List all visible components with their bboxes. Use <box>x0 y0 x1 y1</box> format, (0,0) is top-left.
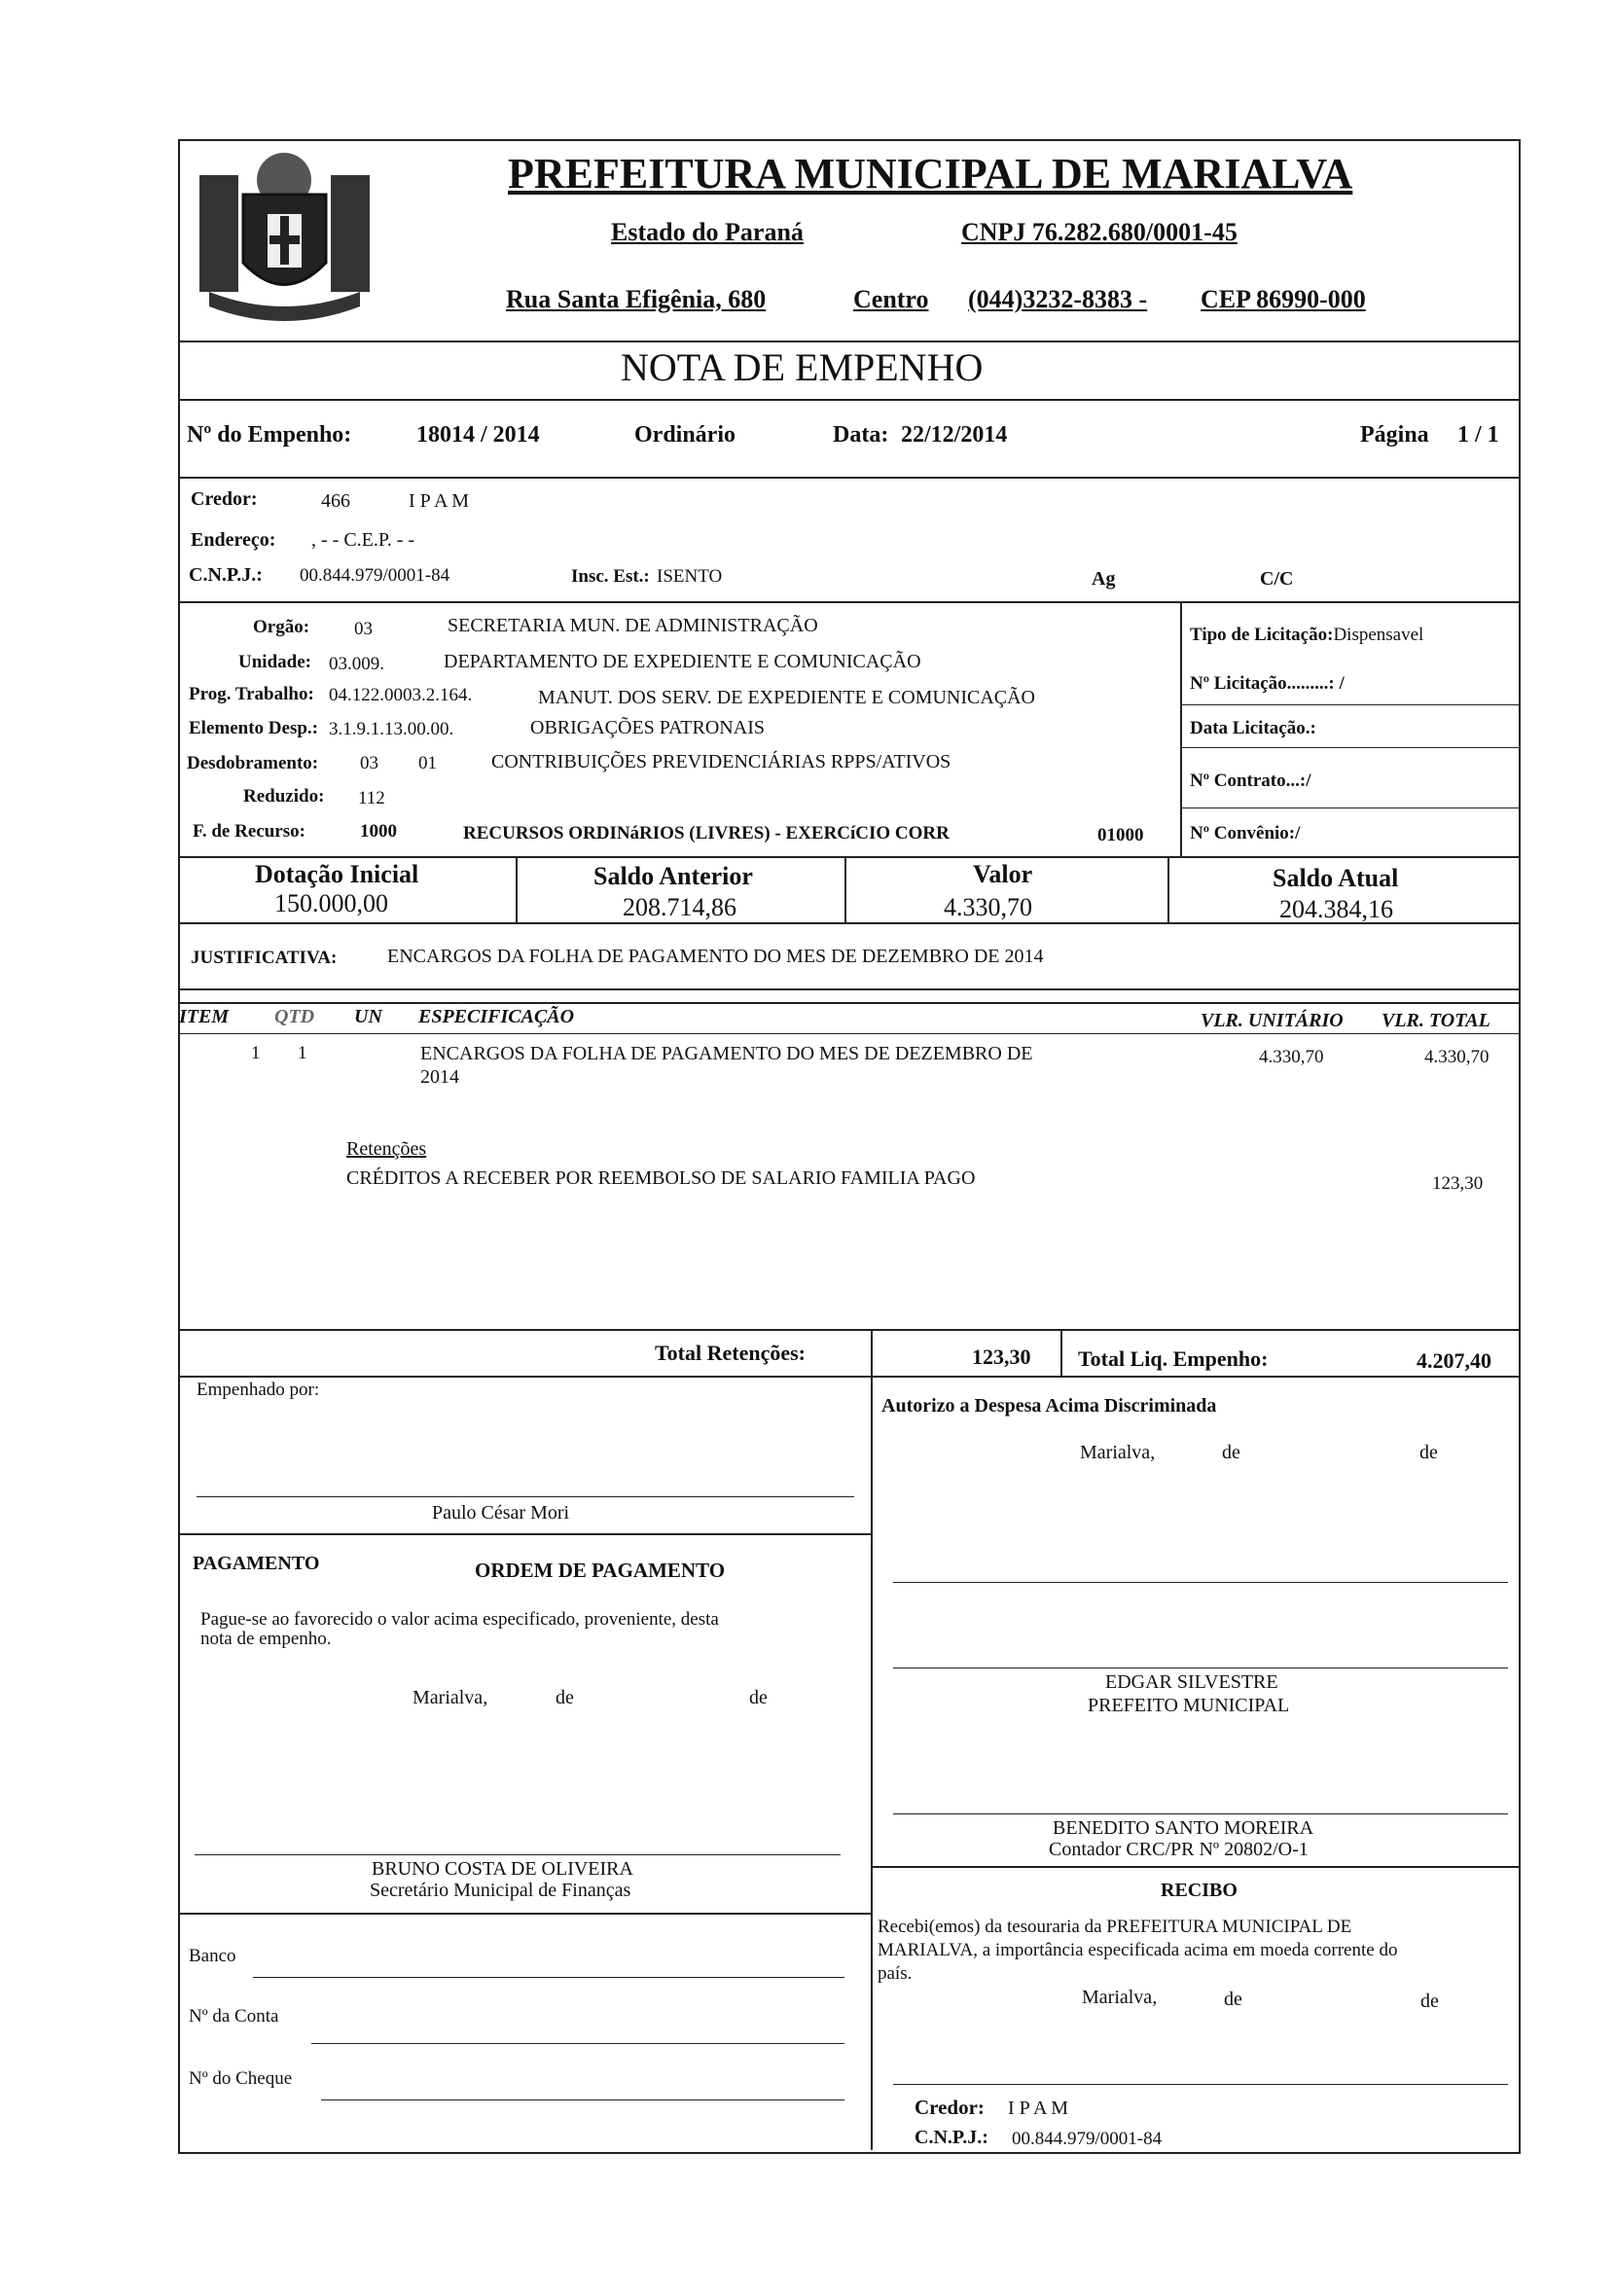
address-value: , - - C.E.P. - - <box>311 529 415 551</box>
autorizo-de-1: de <box>1222 1442 1240 1463</box>
pagamento-de-2: de <box>749 1687 768 1708</box>
dotacao-label: Dotação Inicial <box>255 860 419 888</box>
document-title: NOTA DE EMPENHO <box>621 345 984 389</box>
credor-code: 466 <box>321 490 350 512</box>
divider <box>516 856 518 922</box>
justificativa-text: ENCARGOS DA FOLHA DE PAGAMENTO DO MES DE DEZEMBRO DE 2014 <box>387 946 1044 967</box>
cheque-line <box>321 2099 844 2100</box>
signature-line <box>197 1496 854 1497</box>
fonte-recurso-label: F. de Recurso: <box>193 821 305 842</box>
autorizo-de-2: de <box>1419 1442 1438 1463</box>
prefeito-title: PREFEITO MUNICIPAL <box>1088 1695 1290 1716</box>
recibo-place: Marialva, <box>1082 1987 1158 2008</box>
page-value: 1 / 1 <box>1457 422 1499 448</box>
desdobramento-label: Desdobramento: <box>187 753 319 773</box>
total-liquido-value: 4.207,40 <box>1417 1348 1491 1373</box>
empenho-number-label: Nº do Empenho: <box>187 422 352 448</box>
saldo-atual-label: Saldo Atual <box>1273 864 1399 892</box>
col-qtd-header: QTD <box>274 1006 315 1027</box>
elemento-name: OBRIGAÇÕES PATRONAIS <box>530 717 765 738</box>
divider <box>871 1376 873 2150</box>
prog-trabalho-name: MANUT. DOS SERV. DE EXPEDIENTE E COMUNICAÇÃO <box>538 687 1035 708</box>
autorizo-label: Autorizo a Despesa Acima Discriminada <box>881 1395 1217 1417</box>
divider <box>178 1033 1519 1034</box>
divider <box>178 1329 1519 1331</box>
divider <box>871 1866 1519 1868</box>
pagamento-de-1: de <box>556 1687 574 1708</box>
desdobramento-code-2: 01 <box>418 753 437 773</box>
retencoes-title: Retenções <box>346 1138 427 1160</box>
elemento-code: 3.1.9.1.13.00.00. <box>329 719 454 739</box>
col-un-header: UN <box>354 1006 382 1027</box>
secretario-title: Secretário Municipal de Finanças <box>370 1880 631 1901</box>
divider <box>178 1002 1519 1004</box>
divider <box>178 477 1519 479</box>
divider <box>178 1376 1519 1378</box>
recibo-de-2: de <box>1420 1991 1439 2012</box>
divider <box>1180 807 1519 808</box>
col-item-header: ITEM <box>179 1006 230 1027</box>
prog-trabalho-label: Prog. Trabalho: <box>189 684 314 704</box>
page-label: Página <box>1360 422 1429 448</box>
pague-text-line-1: Pague-se ao favorecido o valor acima especificado, proveniente, desta <box>200 1609 719 1630</box>
elemento-label: Elemento Desp.: <box>189 718 318 738</box>
divider <box>844 856 846 922</box>
divider <box>1180 601 1182 858</box>
empenho-type: Ordinário <box>634 422 736 448</box>
unidade-name: DEPARTAMENTO DE EXPEDIENTE E COMUNICAÇÃO <box>444 651 921 672</box>
credor-name: I P A M <box>409 490 470 512</box>
divider <box>1180 747 1519 748</box>
valor-value: 4.330,70 <box>944 893 1032 921</box>
retencao-value: 123,30 <box>1432 1173 1484 1194</box>
pagamento-label: PAGAMENTO <box>193 1553 320 1574</box>
empenho-number: 18014 / 2014 <box>416 422 540 448</box>
tipo-licitacao-value: Dispensavel <box>1333 625 1424 645</box>
date-label: Data: <box>833 422 889 448</box>
desdobramento-name: CONTRIBUIÇÕES PREVIDENCIÁRIAS RPPS/ATIVOS <box>491 751 951 772</box>
col-total-value-header: VLR. TOTAL <box>1382 1010 1490 1031</box>
signature-line <box>893 2084 1508 2085</box>
cheque-label: Nº do Cheque <box>189 2068 293 2089</box>
divider <box>1180 704 1519 705</box>
divider <box>178 341 1519 342</box>
recibo-cnpj-value: 00.844.979/0001-84 <box>1012 2129 1163 2149</box>
divider <box>178 1533 873 1535</box>
divider <box>178 1913 873 1915</box>
divider <box>178 856 1519 858</box>
item-total-value: 4.330,70 <box>1424 1047 1489 1067</box>
divider <box>1167 856 1169 922</box>
unidade-label: Unidade: <box>238 652 311 672</box>
divider <box>178 601 1519 603</box>
fonte-recurso-name: RECURSOS ORDINáRIOS (LIVRES) - EXERCíCIO CORR <box>463 823 950 843</box>
empenhado-por-name: Paulo César Mori <box>432 1502 570 1524</box>
recibo-credor-value: I P A M <box>1008 2098 1069 2119</box>
street-label: Rua Santa Efigênia, 680 <box>506 285 767 313</box>
num-licitacao-label: Nº Licitação.........: / <box>1190 673 1345 694</box>
municipality-title: PREFEITURA MUNICIPAL DE MARIALVA <box>508 150 1353 197</box>
date-value: 22/12/2014 <box>901 422 1008 448</box>
divider <box>178 988 1519 990</box>
recibo-text-line-1: Recebi(emos) da tesouraria da PREFEITURA MUNICIPAL DE <box>878 1917 1352 1937</box>
total-retencoes-label: Total Retenções: <box>655 1341 806 1365</box>
item-number: 1 <box>251 1043 261 1063</box>
insc-est-value: ISENTO <box>657 566 723 587</box>
divider <box>178 922 1519 924</box>
tipo-licitacao-label: Tipo de Licitação:Dispensavel <box>1190 625 1424 645</box>
secretario-name: BRUNO COSTA DE OLIVEIRA <box>372 1858 633 1880</box>
item-spec-line-2: 2014 <box>420 1066 459 1088</box>
pagamento-place: Marialva, <box>413 1687 488 1708</box>
autorizo-place: Marialva, <box>1080 1442 1156 1463</box>
phone-label: (044)3232-8383 - <box>968 285 1148 313</box>
reduzido-value: 112 <box>358 788 385 808</box>
recibo-text-line-2: MARIALVA, a importância especificada acima em moeda corrente do <box>878 1940 1398 1960</box>
district-label: Centro <box>853 285 929 313</box>
retencao-description: CRÉDITOS A RECEBER POR REEMBOLSO DE SALARIO FAMILIA PAGO <box>346 1167 976 1189</box>
divider <box>178 399 1519 401</box>
state-label: Estado do Paraná <box>611 218 804 246</box>
conta-line <box>311 2043 844 2044</box>
agency-label: Ag <box>1092 568 1116 590</box>
saldo-anterior-value: 208.714,86 <box>623 893 736 921</box>
contador-name: BENEDITO SANTO MOREIRA <box>1053 1817 1314 1839</box>
convenio-label: Nº Convênio:/ <box>1190 823 1301 843</box>
empenhado-por-label: Empenhado por: <box>197 1380 320 1400</box>
divider <box>1060 1329 1062 1376</box>
saldo-anterior-label: Saldo Anterior <box>593 862 753 890</box>
prog-trabalho-code: 04.122.0003.2.164. <box>329 685 473 705</box>
divider <box>871 1329 873 1376</box>
data-licitacao-label: Data Licitação.: <box>1190 718 1316 738</box>
total-liquido-label: Total Liq. Empenho: <box>1078 1346 1269 1371</box>
cep-label: CEP 86990-000 <box>1201 285 1366 313</box>
recibo-title: RECIBO <box>1161 1880 1238 1901</box>
recibo-cnpj-label: C.N.P.J.: <box>915 2127 988 2148</box>
orgao-label: Orgão: <box>253 617 310 637</box>
orgao-code: 03 <box>354 619 373 639</box>
credor-cnpj-value: 00.844.979/0001-84 <box>300 565 450 586</box>
account-label: C/C <box>1260 568 1294 590</box>
valor-label: Valor <box>973 860 1033 888</box>
signature-line <box>195 1854 841 1855</box>
banco-line <box>253 1977 844 1978</box>
insc-est-label: Insc. Est.: <box>571 566 650 587</box>
total-retencoes-value: 123,30 <box>972 1345 1031 1369</box>
signature-line <box>893 1813 1508 1814</box>
item-unit-value: 4.330,70 <box>1259 1047 1324 1067</box>
recibo-de-1: de <box>1224 1989 1242 2010</box>
item-spec-line-1: ENCARGOS DA FOLHA DE PAGAMENTO DO MES DE DEZEMBRO DE <box>420 1043 1033 1064</box>
cnpj-label: CNPJ 76.282.680/0001-45 <box>961 218 1238 246</box>
fonte-recurso-code: 1000 <box>360 821 397 842</box>
recibo-text-line-3: país. <box>878 1963 913 1984</box>
credor-cnpj-label: C.N.P.J.: <box>189 564 263 586</box>
saldo-atual-value: 204.384,16 <box>1279 895 1393 923</box>
credor-label: Credor: <box>191 488 258 510</box>
col-spec-header: ESPECIFICAÇÃO <box>418 1006 575 1027</box>
orgao-name: SECRETARIA MUN. DE ADMINISTRAÇÃO <box>448 615 818 636</box>
contador-title: Contador CRC/PR Nº 20802/O-1 <box>1049 1839 1309 1860</box>
unidade-code: 03.009. <box>329 654 384 674</box>
reduzido-label: Reduzido: <box>243 786 325 807</box>
coat-of-arms-logo <box>190 146 379 331</box>
recibo-credor-label: Credor: <box>915 2096 985 2119</box>
col-unit-value-header: VLR. UNITÁRIO <box>1201 1010 1344 1031</box>
pague-text-line-2: nota de empenho. <box>200 1629 332 1649</box>
signature-line <box>893 1582 1508 1583</box>
banco-label: Banco <box>189 1946 236 1966</box>
justificativa-label: JUSTIFICATIVA: <box>191 948 338 968</box>
dotacao-value: 150.000,00 <box>274 889 388 917</box>
item-qty: 1 <box>298 1043 307 1063</box>
prefeito-name: EDGAR SILVESTRE <box>1105 1671 1278 1693</box>
desdobramento-code-1: 03 <box>360 753 378 773</box>
ordem-pagamento-title: ORDEM DE PAGAMENTO <box>475 1559 726 1582</box>
fonte-recurso-code-2: 01000 <box>1097 825 1144 845</box>
address-label: Endereço: <box>191 529 276 551</box>
conta-label: Nº da Conta <box>189 2006 279 2027</box>
contrato-label: Nº Contrato...:/ <box>1190 771 1311 791</box>
